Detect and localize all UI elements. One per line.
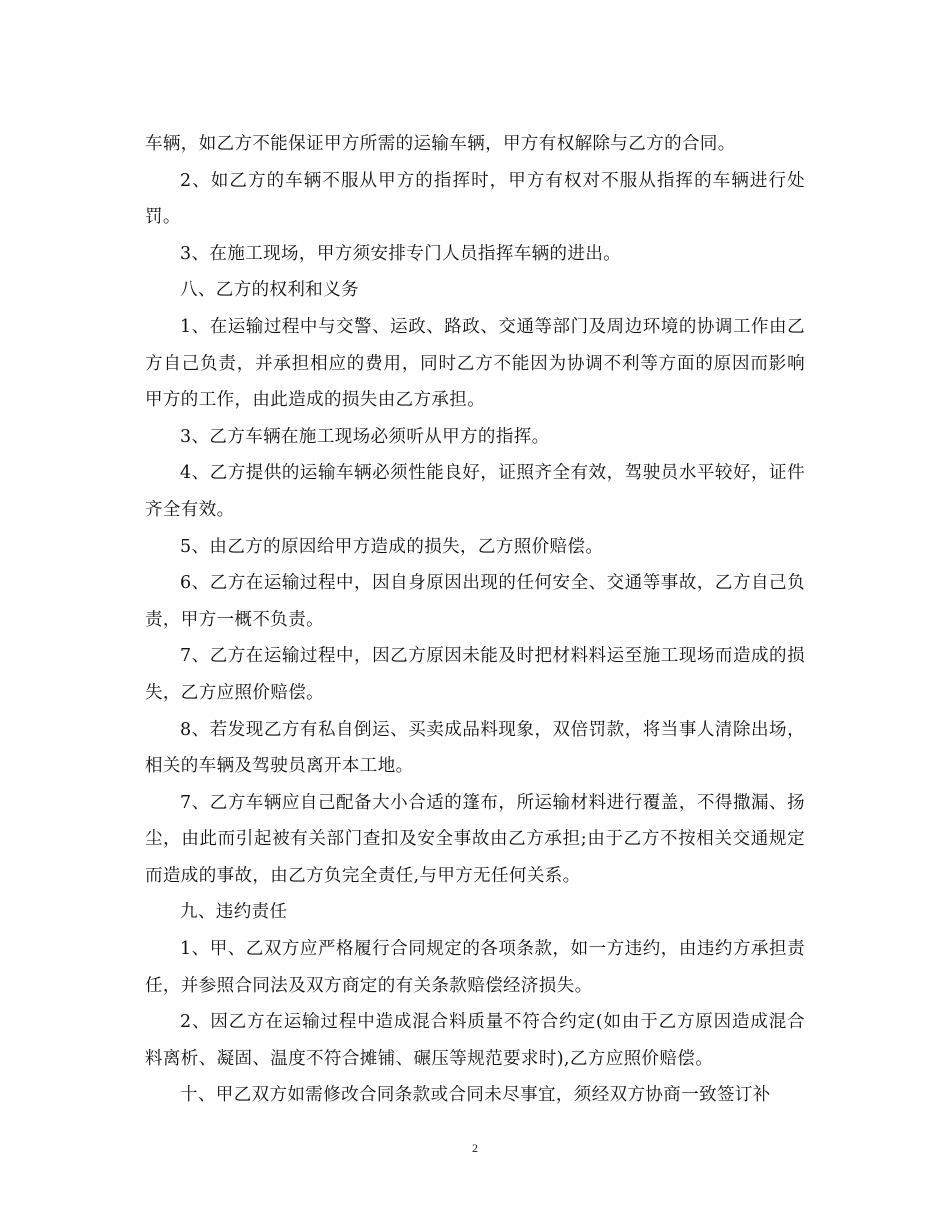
paragraph-clause-8-resale-penalty: 8、若发现乙方有私自倒运、买卖成品料现象，双倍罚款，将当事人清除出场，相关的车辆及驾驶员离开本工地。 <box>145 719 805 777</box>
paragraph-clause-4-vehicle-condition: 4、乙方提供的运输车辆必须性能良好，证照齐全有效，驾驶员水平较好，证件齐全有效。 <box>145 463 805 520</box>
paragraph-clause-2-mixture-quality: 2、因乙方在运输过程中造成混合料质量不符合约定(如由于乙方原因造成混合料离析、凝固、温度不符合摊铺、碾压等规范要求时),乙方应照价赔偿。 <box>145 1012 805 1069</box>
section-heading-amendments: 十、甲乙双方如需修改合同条款或合同未尽事宜，须经双方协商一致签订补 <box>180 1085 771 1106</box>
section-heading-rights-obligations: 八、乙方的权利和义务 <box>180 280 359 301</box>
paragraph-clause-3-site-staff: 3、在施工现场，甲方须安排专门人员指挥车辆的进出。 <box>180 243 622 264</box>
paragraph-clause-1-contract-terms: 1、甲、乙双方应严格履行合同规定的各项条款，如一方违约，由违约方承担责任，并参照合同法及双方商定的有关条款赔偿经济损失。 <box>145 939 805 996</box>
paragraph-clause-2-penalty: 2、如乙方的车辆不服从甲方的指挥时，甲方有权对不服从指挥的车辆进行处罚。 <box>145 170 805 228</box>
section-heading-breach-liability: 九、违约责任 <box>180 902 288 923</box>
paragraph-clause-7-tarpaulin: 7、乙方车辆应自己配备大小合适的篷布，所运输材料进行覆盖，不得撒漏、扬尘，由此而引起被有关部门查扣及安全事故由乙方承担;由于乙方不按相关交通规定而造成的事故，由乙方负完全责任,与甲方无任何关系。 <box>145 792 805 886</box>
paragraph-clause-5-compensation: 5、由乙方的原因给甲方造成的损失，乙方照价赔偿。 <box>180 536 604 557</box>
paragraph-clause-3-obey-command: 3、乙方车辆在施工现场必须听从甲方的指挥。 <box>180 426 550 447</box>
paragraph-clause-7-delivery-delay: 7、乙方在运输过程中，因乙方原因未能及时把材料料运至施工现场而造成的损失，乙方应照价赔偿。 <box>145 646 805 703</box>
document-body <box>145 126 805 1114</box>
page-number: 2 <box>472 1141 478 1155</box>
paragraph-continued: 车辆，如乙方不能保证甲方所需的运输车辆，甲方有权解除与乙方的合同。 <box>145 134 736 154</box>
paragraph-clause-1-coordination: 1、在运输过程中与交警、运政、路政、交通等部门及周边环境的协调工作由乙方自己负责，并承担相应的费用，同时乙方不能因为协调不利等方面的原因而影响甲方的工作，由此造成的损失由乙方承担。 <box>145 316 805 411</box>
paragraph-clause-6-accidents: 6、乙方在运输过程中，因自身原因出现的任何安全、交通等事故，乙方自己负责，甲方一概不负责。 <box>145 573 805 630</box>
